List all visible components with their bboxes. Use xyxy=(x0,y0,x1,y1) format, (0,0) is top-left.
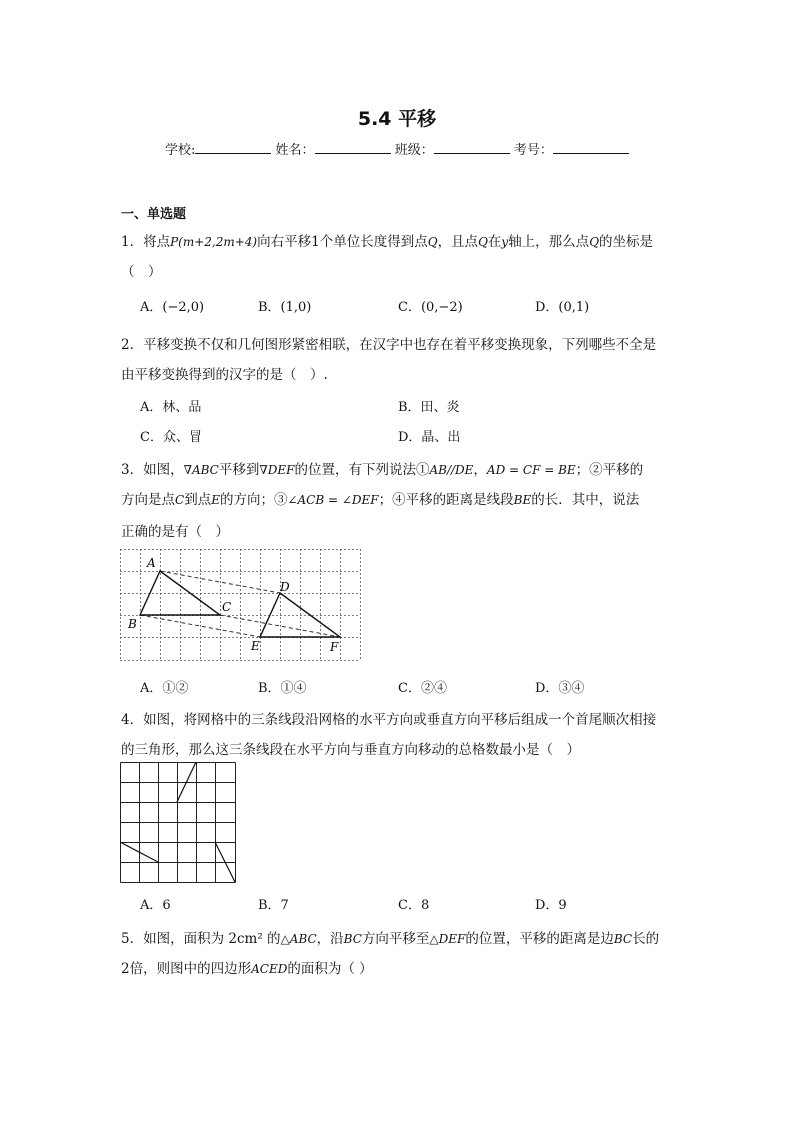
q3-option-b[interactable]: B．①④ xyxy=(258,681,307,696)
q3-label-a: A xyxy=(147,556,156,570)
q2-option-c[interactable]: C．众、冒 xyxy=(140,430,202,445)
name-label: 姓名： xyxy=(275,143,315,158)
q3-point-e: E xyxy=(211,493,220,507)
q3-label-b: B xyxy=(128,617,137,631)
q3-label-e: E xyxy=(251,639,260,653)
q1-point-q: Q xyxy=(589,235,600,249)
q5-text: 2倍，则图中的四边形 xyxy=(121,961,252,977)
q3-option-c[interactable]: C．②④ xyxy=(398,681,447,696)
q1-line2: （ ） xyxy=(121,264,162,280)
q3-triangle-def-shape xyxy=(260,593,340,637)
q2-option-a[interactable]: A．林、品 xyxy=(140,400,202,415)
q1-option-d[interactable]: D．(0,1) xyxy=(535,300,590,315)
q4-option-b[interactable]: B．7 xyxy=(258,898,289,913)
q5-text: 长的 xyxy=(632,931,660,947)
q2-option-d[interactable]: D．晶、出 xyxy=(398,430,461,445)
q1-point: P(m+2,2m+4) xyxy=(170,235,258,249)
q2-line2: 由平移变换得到的汉字的是（ ）. xyxy=(121,367,328,383)
q5-text: 的位置，平移的距离是边 xyxy=(465,931,614,947)
q5-line1 xyxy=(121,927,659,947)
q4-option-a[interactable]: A．6 xyxy=(140,898,171,913)
q3-triangle-abc: ∇ABC xyxy=(183,463,219,477)
q3-text: 方向是点 xyxy=(121,492,175,508)
q3-figure-grid xyxy=(120,549,362,662)
q5-segment-bc: BC xyxy=(613,932,633,946)
q3-text: 的位置，有下列说法① xyxy=(294,462,430,478)
school-label: 学校: xyxy=(165,143,196,158)
q3-text: 的长．其中，说法 xyxy=(531,492,640,508)
q3-text: ；④平移的距离是线段 xyxy=(378,492,514,508)
q3-point-c: C xyxy=(175,493,185,507)
q3-text: ， xyxy=(473,462,487,478)
q3-triangle-def: ∇DEF xyxy=(259,463,295,477)
q1-option-b[interactable]: B．(1,0) xyxy=(258,300,312,315)
q5-text: 5．如图，面积为 2cm² 的 xyxy=(121,931,281,947)
section-heading: 一、单选题 xyxy=(121,207,187,222)
q4-option-d[interactable]: D．9 xyxy=(535,898,567,913)
q3-text: 的方向；③ xyxy=(219,492,288,508)
q3-label-f: F xyxy=(330,640,339,654)
q1-text: 向右平移1个单位长度得到点 xyxy=(257,234,428,250)
exam-no-label: 考号： xyxy=(513,143,553,158)
q5-text: ，沿 xyxy=(316,931,344,947)
q5-text: 的面积为（ ） xyxy=(287,961,373,977)
q3-text: 到点 xyxy=(184,492,212,508)
q5-text: 方向平移至 xyxy=(361,931,430,947)
page-title: 5.4 平移 xyxy=(357,108,437,130)
q4-grid-lines xyxy=(121,763,236,883)
q3-translation-lines xyxy=(140,571,340,637)
q3-text: 平移到 xyxy=(218,462,260,478)
q2-option-b[interactable]: B．田、炎 xyxy=(398,400,460,415)
q1-option-a[interactable]: A．(−2,0) xyxy=(140,300,205,315)
q1-option-c[interactable]: C．(0,−2) xyxy=(398,300,463,315)
class-blank[interactable] xyxy=(434,141,510,154)
q3-parallel: AB//DE xyxy=(429,463,474,477)
school-blank[interactable] xyxy=(195,141,271,154)
q1-text: 轴上，那么点 xyxy=(508,234,590,250)
q3-text: 3．如图， xyxy=(121,462,184,478)
q5-line2 xyxy=(121,957,373,977)
q3-option-a[interactable]: A．①② xyxy=(140,681,189,696)
q1-line1 xyxy=(121,230,653,250)
q5-triangle-abc: △ABC xyxy=(280,932,317,946)
q5-triangle-def: △DEF xyxy=(429,932,466,946)
q4-figure-grid xyxy=(120,762,237,884)
q4-option-c[interactable]: C．8 xyxy=(398,898,430,913)
q1-text: 的坐标是 xyxy=(599,234,654,250)
q3-segment-be: BE xyxy=(513,493,532,507)
q3-angle: ∠ACB = ∠DEF xyxy=(287,493,379,507)
exam-no-blank[interactable] xyxy=(553,141,629,154)
q1-point-q: Q xyxy=(478,235,488,249)
q4-line1: 4．如图，将网格中的三条线段沿网格的水平方向或垂直方向平移后组成一个首尾顺次相接 xyxy=(121,712,657,728)
q3-label-d: D xyxy=(280,580,290,594)
q3-text: ；②平移的 xyxy=(575,462,644,478)
q3-triangle-abc-shape xyxy=(140,571,220,615)
q5-segment-bc: BC xyxy=(343,932,362,946)
q3-grid-lines xyxy=(120,549,361,661)
q3-line2 xyxy=(121,488,639,508)
q1-text: 在 xyxy=(487,234,502,250)
name-blank[interactable] xyxy=(315,141,391,154)
q3-line3: 正确的是有（ ） xyxy=(121,524,229,540)
q2-line1: 2．平移变换不仅和几何图形紧密相联，在汉字中也存在着平移变换现象，下列哪些不全是 xyxy=(121,337,657,353)
q5-quadrilateral: ACED xyxy=(251,962,288,976)
class-label: 班级： xyxy=(394,143,434,158)
student-info-line xyxy=(165,139,629,158)
q1-point-q: Q xyxy=(427,235,438,249)
q3-equation: AD = CF = BE xyxy=(486,463,576,477)
q3-line1 xyxy=(121,458,643,478)
q3-label-c: C xyxy=(222,600,232,614)
q3-option-d[interactable]: D．③④ xyxy=(535,681,585,696)
q1-axis: y xyxy=(501,235,509,249)
q4-line2: 的三角形，那么这三条线段在水平方向与垂直方向移动的总格数最小是（ ） xyxy=(121,742,580,758)
q1-text: 1．将点 xyxy=(121,234,171,250)
q1-text: ，且点 xyxy=(437,234,479,250)
